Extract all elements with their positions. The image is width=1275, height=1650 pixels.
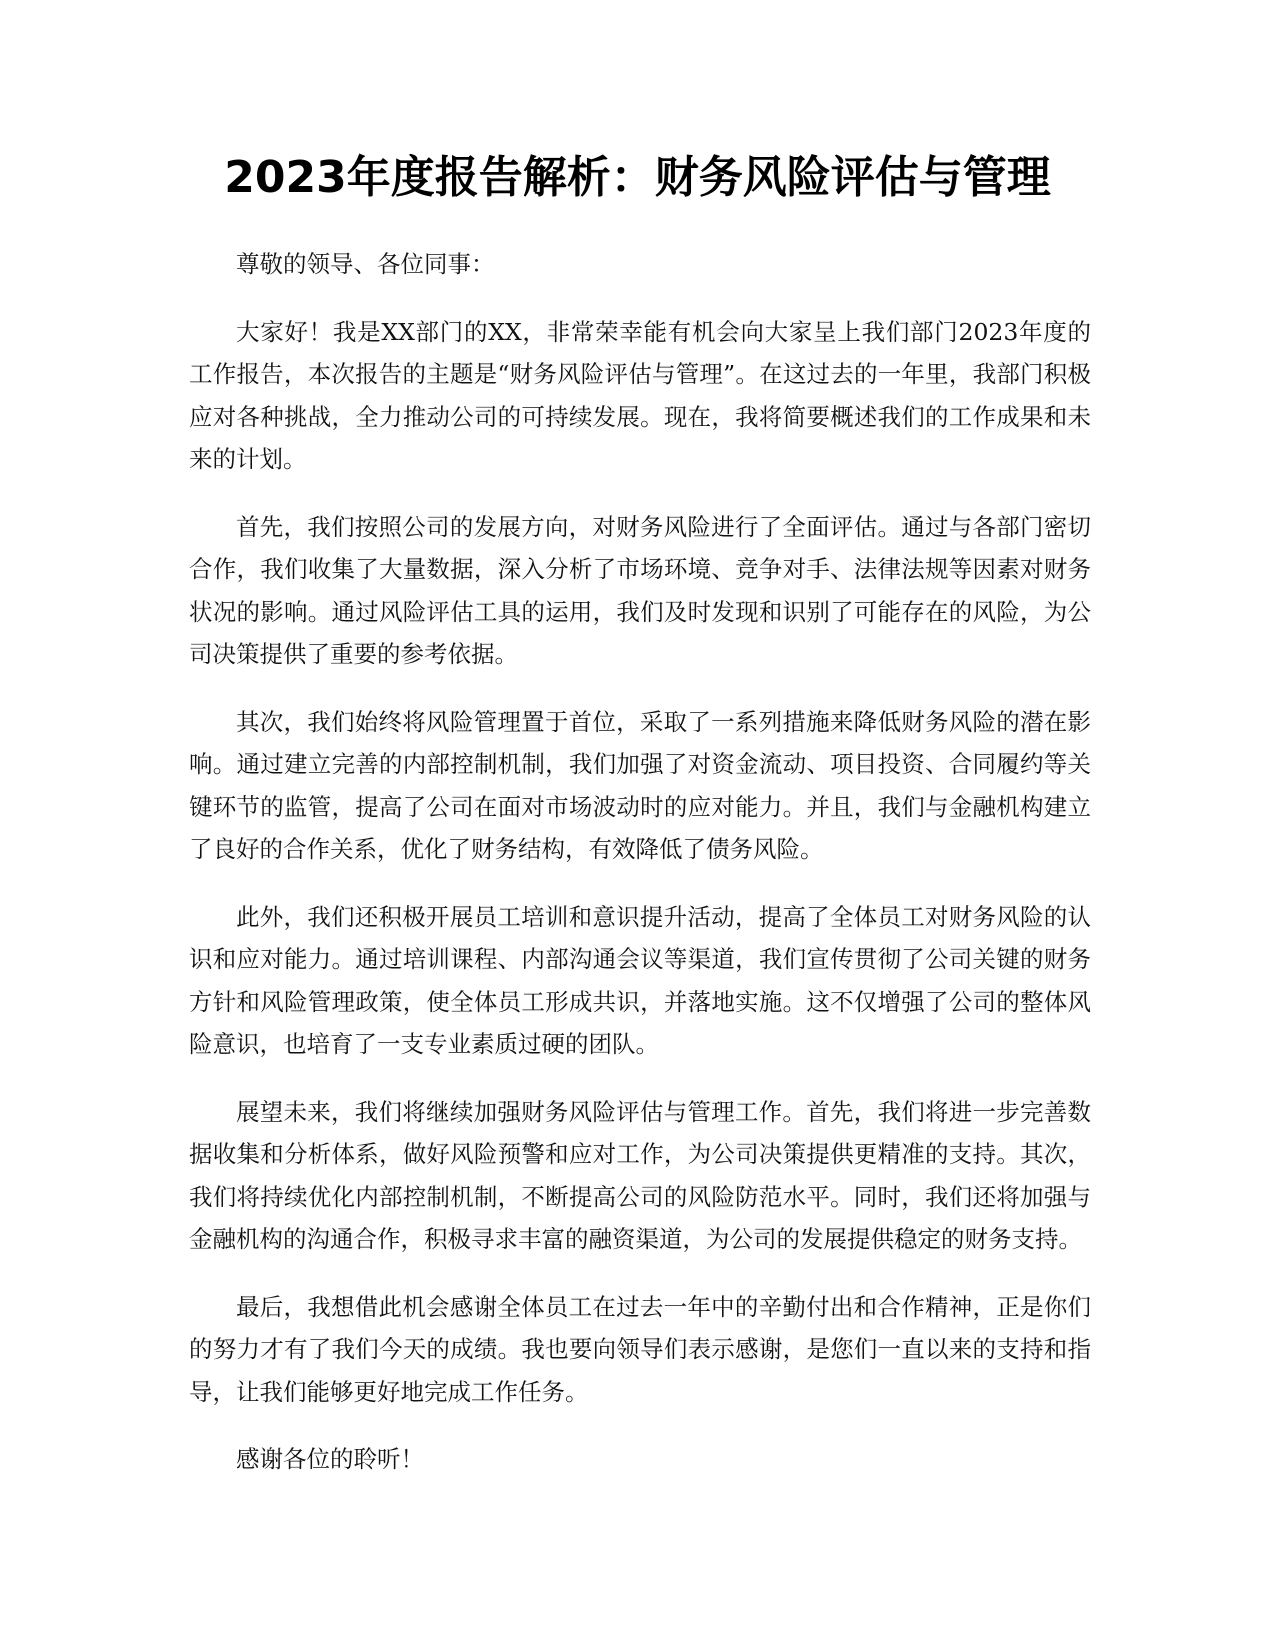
paragraph-salutation: 尊敬的领导、各位同事： (236, 250, 495, 278)
paragraph-closing: 感谢各位的聆听！ (236, 1445, 424, 1473)
document-title: 2023年度报告解析：财务风险评估与管理 (224, 152, 1051, 203)
document-body (189, 243, 1091, 1506)
paragraph-acknowledgements: 最后，我想借此机会感谢全体员工在过去一年中的辛勤付出和合作精神，正是你们的努力才有了我们今天的成绩。我也要向领导们表示感谢，是您们一直以来的支持和指导，让我们能够更好地完成工作任务。 (189, 1292, 1091, 1406)
paragraph-risk-management: 其次，我们始终将风险管理置于首位，采取了一系列措施来降低财务风险的潜在影响。通过建立完善的内部控制机制，我们加强了对资金流动、项目投资、合同履约等关键环节的监管，提高了公司在面对市场波动时的应对能力。并且，我们与金融机构建立了良好的合作关系，优化了财务结构，有效降低了债务风险。 (189, 707, 1091, 863)
paragraph-risk-assessment: 首先，我们按照公司的发展方向，对财务风险进行了全面评估。通过与各部门密切合作，我们收集了大量数据，深入分析了市场环境、竞争对手、法律法规等因素对财务状况的影响。通过风险评估工具的运用，我们及时发现和识别了可能存在的风险，为公司决策提供了重要的参考依据。 (189, 512, 1091, 668)
paragraph-introduction: 大家好！我是XX部门的XX，非常荣幸能有机会向大家呈上我们部门2023年度的工作报告，本次报告的主题是“财务风险评估与管理”。在这过去的一年里，我部门积极应对各种挑战，全力推动公司的可持续发展。现在，我将简要概述我们的工作成果和未来的计划。 (189, 317, 1091, 473)
paragraph-future-outlook: 展望未来，我们将继续加强财务风险评估与管理工作。首先，我们将进一步完善数据收集和分析体系，做好风险预警和应对工作，为公司决策提供更精准的支持。其次，我们将持续优化内部控制机制，不断提高公司的风险防范水平。同时，我们还将加强与金融机构的沟通合作，积极寻求丰富的融资渠道，为公司的发展提供稳定的财务支持。 (189, 1097, 1091, 1253)
paragraph-employee-training: 此外，我们还积极开展员工培训和意识提升活动，提高了全体员工对财务风险的认识和应对能力。通过培训课程、内部沟通会议等渠道，我们宣传贯彻了公司关键的财务方针和风险管理政策，使全体员工形成共识，并落地实施。这不仅增强了公司的整体风险意识，也培育了一支专业素质过硬的团队。 (189, 902, 1091, 1058)
